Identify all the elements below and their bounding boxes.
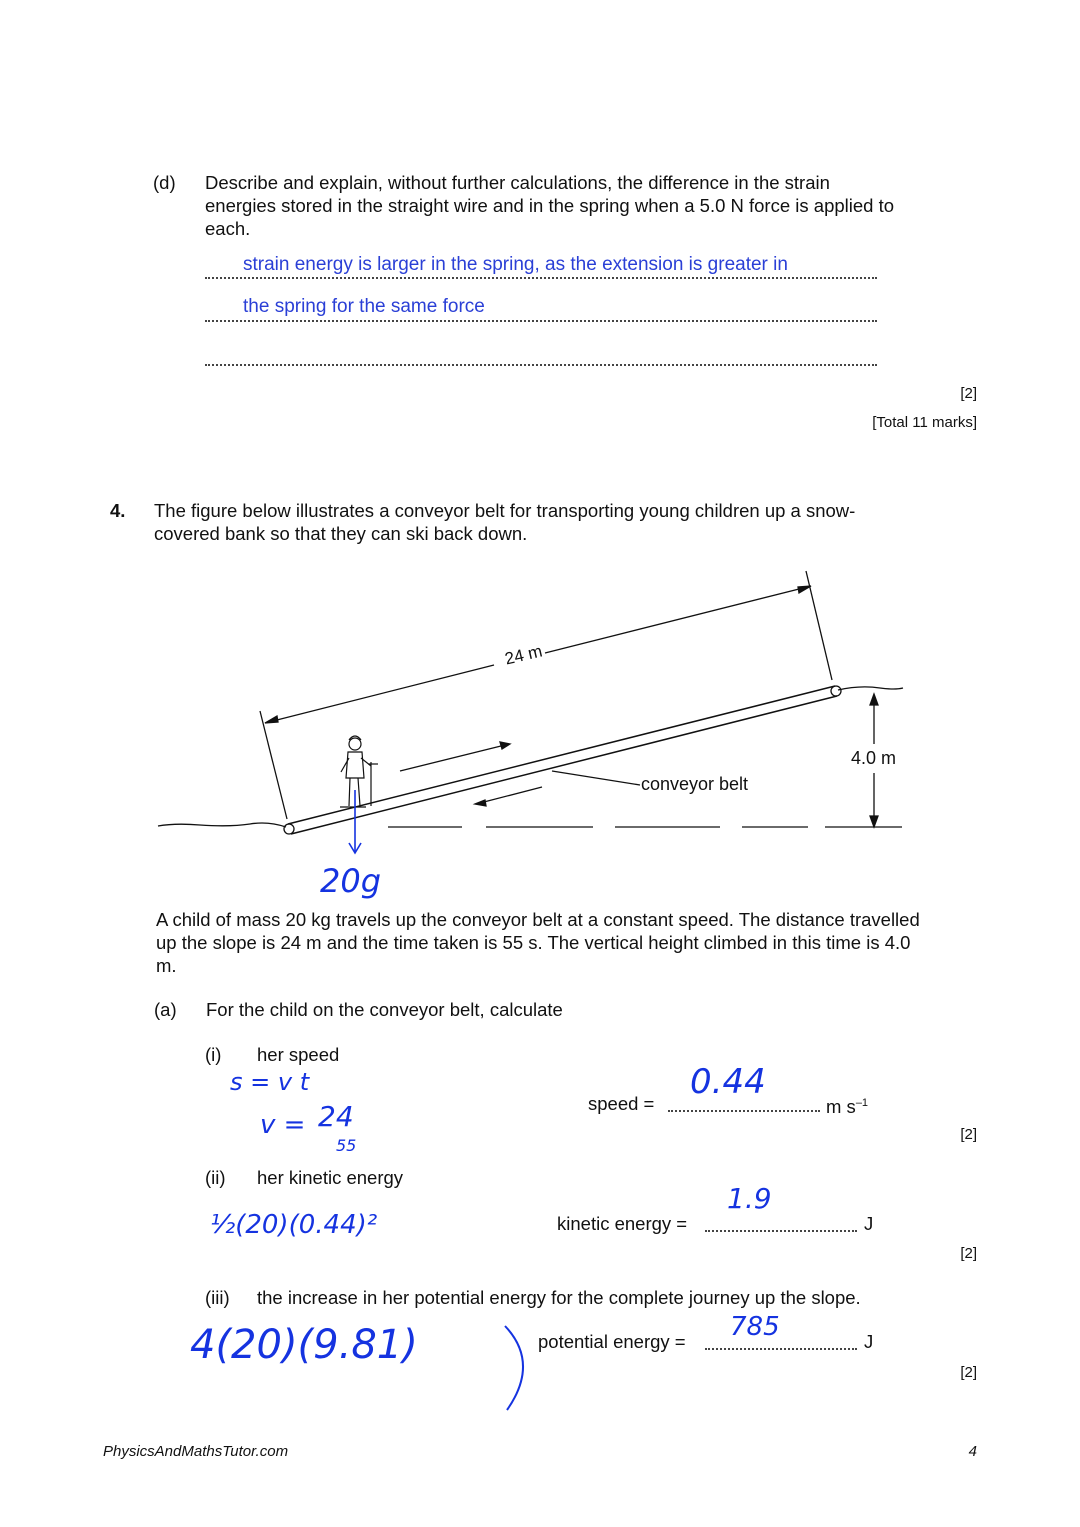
speed-answer-label: speed = xyxy=(588,1093,655,1114)
part-a-label: (a) xyxy=(154,999,177,1020)
arrow-down-head xyxy=(475,800,486,806)
question-number: 4. xyxy=(110,500,126,521)
belt-label: conveyor belt xyxy=(641,774,749,794)
part-iii-text: the increase in her potential energy for the complete journey up the slope. xyxy=(257,1287,861,1308)
part-a-text: For the child on the conveyor belt, calculate xyxy=(206,999,563,1020)
speed-unit: m s xyxy=(826,1096,856,1117)
speed-working-v: v = xyxy=(260,1110,306,1140)
part-iii-label: (iii) xyxy=(205,1287,230,1308)
footer-site: PhysicsAndMathsTutor.com xyxy=(103,1443,289,1460)
ground-right xyxy=(838,687,903,690)
part-d-question: Describe and explain, without further calculations, the difference in the strain energies stored in the straight wire and in the spring when a 5.0 N force is applied to each. xyxy=(205,172,895,239)
part-i-label: (i) xyxy=(205,1044,222,1065)
pe-unit: J xyxy=(864,1331,874,1352)
dimension-arrow-left xyxy=(265,716,278,723)
ke-working: ½(20)(0.44)² xyxy=(210,1210,378,1240)
belt-label-leader xyxy=(552,771,640,785)
part-i-text: her speed xyxy=(257,1044,340,1065)
part-ii-marks: [2] xyxy=(960,1245,977,1262)
question-intro: The figure below illustrates a conveyor belt for transporting young children up a snow-covered bank so that they can ski back down. xyxy=(154,500,856,544)
dimension-line-upper xyxy=(545,586,811,653)
total-marks: [Total 11 marks] xyxy=(872,414,977,431)
pe-answer-line xyxy=(705,1348,857,1350)
arrow-up-head xyxy=(500,742,510,749)
ke-unit: J xyxy=(864,1213,874,1234)
speed-working-1: s = v t xyxy=(230,1068,310,1096)
length-label: 24 m xyxy=(503,641,545,669)
weight-note: 20g xyxy=(320,862,382,900)
belt-roller-top xyxy=(831,686,841,696)
part-d-marks: [2] xyxy=(960,385,977,402)
pe-answer: 785 xyxy=(730,1312,780,1342)
question-description: A child of mass 20 kg travels up the conveyor belt at a constant speed. The distance travelled up the slope is 24 m and the time taken is 55 s. The vertical height climbed in this time is 4.0 m. xyxy=(156,909,920,976)
belt-upper-edge xyxy=(291,696,837,834)
speed-answer-line xyxy=(668,1110,820,1112)
belt-lower-edge xyxy=(288,686,835,824)
part-d-answer-line-2: the spring for the same force xyxy=(243,296,485,317)
part-d-answer-line-1: strain energy is larger in the spring, as the extension is greater in xyxy=(243,254,788,275)
ke-answer-line xyxy=(705,1230,857,1232)
height-label: 4.0 m xyxy=(851,748,897,768)
arrow-up-slope xyxy=(400,745,505,771)
arrow-down-slope xyxy=(480,787,542,803)
dimension-arrow-right xyxy=(798,586,811,593)
dimension-line-lower xyxy=(265,665,494,723)
dimension-extension-left xyxy=(260,711,287,819)
page-number: 4 xyxy=(968,1443,977,1460)
ke-answer-label: kinetic energy = xyxy=(557,1213,688,1234)
speed-unit-exponent: –1 xyxy=(855,1097,869,1109)
belt-roller-bottom xyxy=(284,824,294,834)
pe-answer-label: potential energy = xyxy=(538,1331,686,1352)
part-iii-marks: [2] xyxy=(960,1364,977,1381)
child-skier xyxy=(340,736,378,807)
speed-working-numerator: 24 xyxy=(318,1100,354,1133)
part-ii-label: (ii) xyxy=(205,1167,226,1188)
ground-left xyxy=(158,823,286,827)
part-ii-text: her kinetic energy xyxy=(257,1167,404,1188)
part-i-marks: [2] xyxy=(960,1126,977,1143)
pe-working-bracket xyxy=(485,1318,545,1418)
speed-answer: 0.44 xyxy=(690,1062,766,1102)
height-arrow-bottom xyxy=(870,816,878,827)
ke-answer: 1.9 xyxy=(727,1182,772,1215)
height-arrow-top xyxy=(870,694,878,705)
part-d-label: (d) xyxy=(153,172,176,193)
speed-working-denominator: 55 xyxy=(336,1136,357,1155)
pe-working: 4(20)(9.81) xyxy=(190,1322,418,1368)
